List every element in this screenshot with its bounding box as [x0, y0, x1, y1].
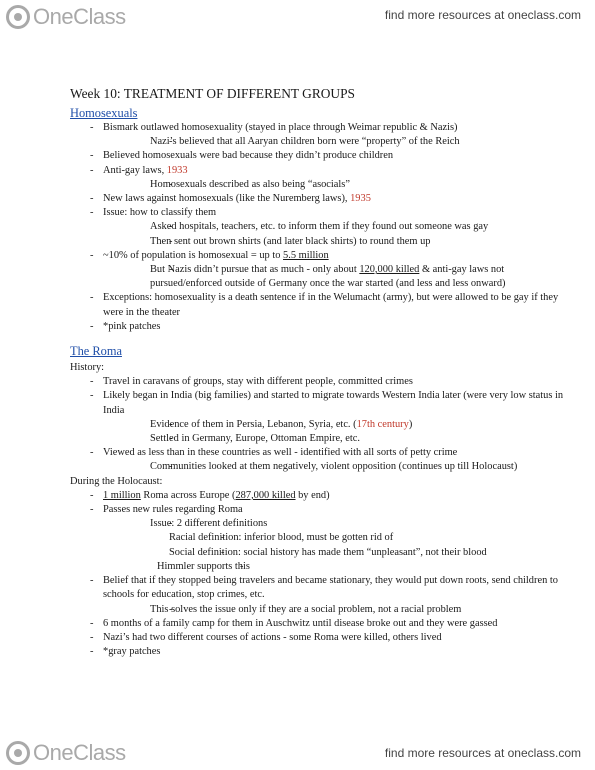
logo-text: OneClass	[33, 740, 126, 765]
resources-link[interactable]: find more resources at oneclass.com	[384, 746, 581, 760]
year-1933: 1933	[166, 164, 188, 176]
list-item: - Viewed as less than in these countries as well - identified with all sorts of petty crime - Communities looked at them negatively, violent opposition (continues up till Holocaust)	[70, 446, 570, 474]
list-item: - Nazi’s had two different courses of actions - some Roma were killed, others lived	[70, 631, 570, 645]
list-item: - New laws against homosexuals (like the Nuremberg laws), 1935	[70, 192, 570, 206]
list-item: - Travel in caravans of groups, stay with different people, committed crimes	[70, 375, 570, 389]
list-item: - Issue: how to classify them - Asked hospitals, teachers, etc. to inform them if they found out someone was gay - Then sent out brown shirts (and later black shirts) to round them up	[70, 206, 570, 249]
list-item: - But Nazis didn’t pursue that as much - only about 120,000 killed & anti-gay laws not pursued/enforced outside of Germany once the war started (and less and less onward)	[103, 263, 570, 291]
list-item: - Then sent out brown shirts (and later black shirts) to round them up	[103, 235, 570, 249]
list-item: - Believed homosexuals were bad because they didn’t produce children	[70, 149, 570, 163]
history-label: History:	[70, 362, 105, 374]
list-item: - This solves the issue only if they are a social problem, not a racial problem	[103, 603, 570, 617]
list-item: - Exceptions: homosexuality is a death sentence if in the Welumacht (army), but were allowed to be gay if they were in the theater	[70, 291, 570, 319]
list-item: - Anti-gay laws, 1933 - Homosexuals described as also being “asocials”	[70, 164, 570, 192]
holocaust-label: During the Holocaust:	[70, 475, 163, 487]
section-heading-roma: The Roma	[70, 344, 122, 359]
list-item: - Likely began in India (big families) and started to migrate towards Western India later (were very low status in India - Evidence of them in Persia, Lebanon, Syria, etc. (17th century) - Settled in Germany, Europe, Ottoman Empire, etc.	[70, 389, 570, 446]
century-label: 17th century	[356, 418, 409, 430]
page-title: Week 10: TREATMENT OF DIFFERENT GROUPS	[70, 86, 355, 101]
year-1935: 1935	[350, 193, 371, 205]
list-item: - Communities looked at them negatively, violent opposition (continues up till Holocaust)	[103, 460, 570, 474]
page-footer	[0, 736, 595, 768]
list-item: - Belief that if they stopped being travelers and became stationary, they would put down roots, send children to schools for education, stop crimes, etc. - This solves the issue only if they are a social problem, not a racial problem	[70, 574, 570, 617]
list-item: - Himmler supports this	[109, 560, 570, 574]
list-item: - *pink patches	[70, 320, 570, 334]
homosexuals-list	[70, 121, 570, 334]
roma-holocaust-list	[70, 489, 570, 659]
oneclass-logo[interactable]	[6, 4, 126, 30]
document-body	[70, 86, 570, 659]
list-item: - Evidence of them in Persia, Lebanon, Syria, etc. (17th century)	[103, 418, 570, 432]
list-item: - Racial definition: inferior blood, must be gotten rid of	[130, 531, 570, 545]
list-item: - Issue: 2 different definitions - Racial definition: inferior blood, must be gotten rid of - Social definition: social history has made them “unpleasant”, not their blood - Himmler supports this	[103, 517, 570, 574]
page-header	[0, 0, 595, 32]
list-item: - Homosexuals described as also being “asocials”	[103, 178, 570, 192]
oneclass-logo-icon	[6, 741, 30, 765]
list-item: - Bismark outlawed homosexuality (stayed in place through Weimar republic & Nazis) - Nazi’s believed that all Aaryan children born were “property” of the Reich	[70, 121, 570, 149]
list-item: - Social definition: social history has made them “unpleasant”, not their blood - Himmler supports this	[130, 546, 570, 574]
list-item: - Passes new rules regarding Roma - Issue: 2 different definitions - Racial definition: inferior blood, must be gotten rid of - Social definition: social history has made them “unpleasant”, not their blood - Himmler supports this	[70, 503, 570, 574]
resources-link[interactable]: find more resources at oneclass.com	[384, 8, 581, 22]
oneclass-logo-icon	[6, 5, 30, 29]
logo-text: OneClass	[33, 4, 126, 29]
list-item: - 1 million Roma across Europe (287,000 killed by end)	[70, 489, 570, 503]
list-item: - Asked hospitals, teachers, etc. to inform them if they found out someone was gay	[103, 220, 570, 234]
list-item: - Settled in Germany, Europe, Ottoman Empire, etc.	[103, 432, 570, 446]
list-item: - 6 months of a family camp for them in Auschwitz until disease broke out and they were gassed	[70, 617, 570, 631]
list-item: - ~10% of population is homosexual = up to 5.5 million - But Nazis didn’t pursue that as much - only about 120,000 killed & anti-gay laws not pursued/enforced outside of Germany once the war started (and less and less onward)	[70, 249, 570, 292]
list-item: - *gray patches	[70, 645, 570, 659]
oneclass-logo[interactable]	[6, 740, 126, 766]
roma-history-list	[70, 375, 570, 474]
list-item: - Nazi’s believed that all Aaryan children born were “property” of the Reich	[103, 135, 570, 149]
section-heading-homosexuals: Homosexuals	[70, 106, 138, 120]
